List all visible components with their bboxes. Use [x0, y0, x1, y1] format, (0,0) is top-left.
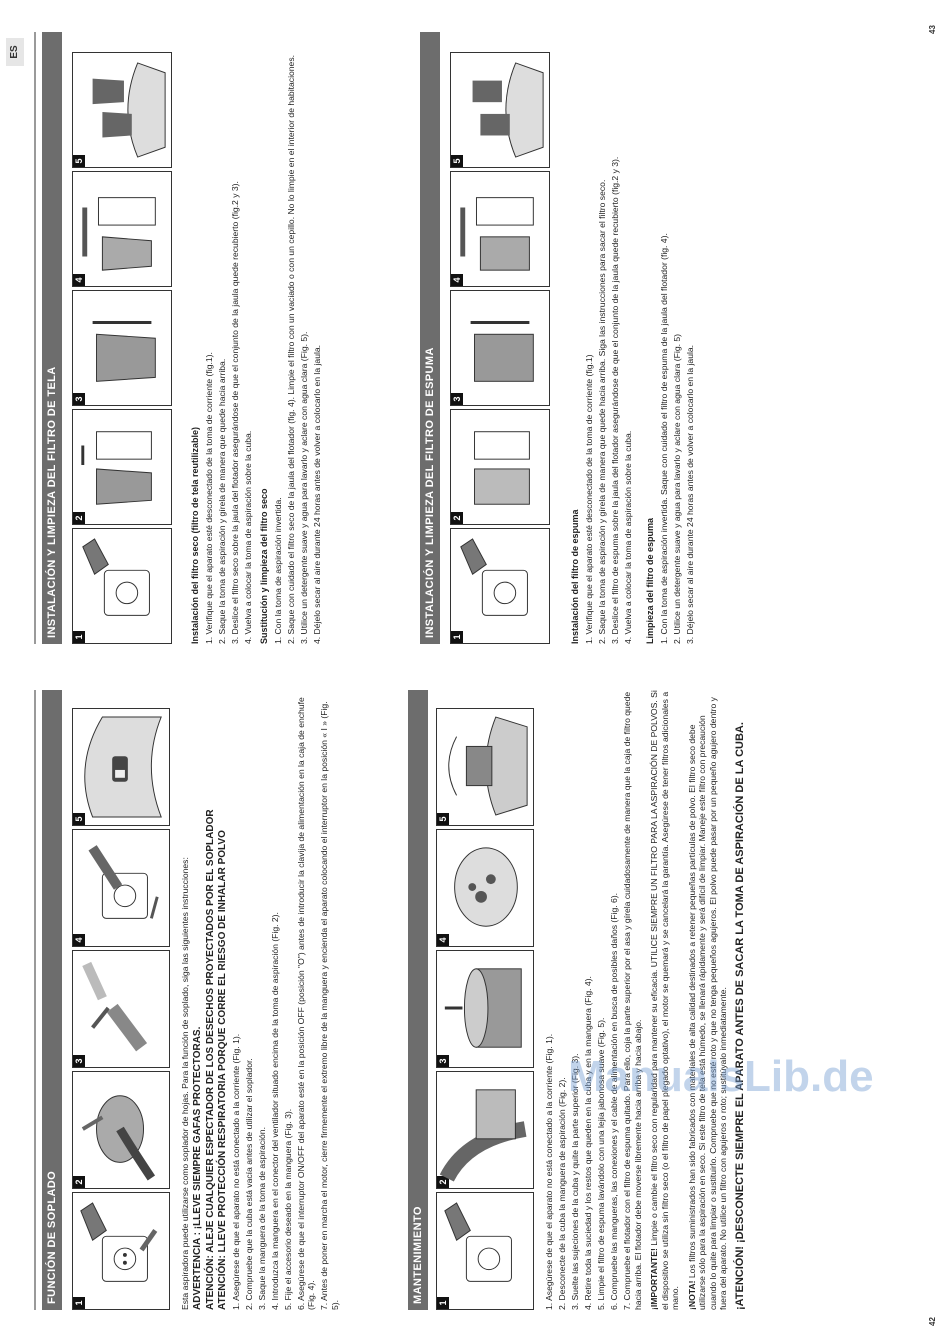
- important-label: ¡IMPORTANTE!: [649, 1248, 659, 1310]
- figure-1: [72, 1192, 170, 1310]
- final-warning: ¡ATENCIÓN! ¡DESCONECTE SIEMPRE EL APARATO ANTES DE SACAR LA TOMA DE ASPIRACIÓN DE LA CUBA.: [733, 722, 746, 1310]
- filtro-espuma-text: [564, 32, 698, 644]
- figure-number: 4: [451, 274, 463, 286]
- figure-number: 2: [73, 1176, 85, 1188]
- figure-row-mantenimiento: [436, 708, 534, 1310]
- plug-socket-illustration: [437, 1193, 533, 1309]
- soplado-step: 4. Introduzca la manguera en el conector del ventilador situado encima de la toma de aspiración (Fig. 2).: [269, 912, 280, 1310]
- section-title-soplado: FUNCIÓN DE SOPLADO: [42, 690, 62, 1310]
- figure-number: 3: [73, 393, 85, 405]
- filtro-tela-install-step: 2. Saque la toma de aspiración y gírela de manera que quede hacia arriba.: [216, 358, 227, 644]
- nota-label: ¡NOTA!: [686, 1280, 697, 1310]
- soplado-step: 5. Fije el accesorio deseado en la manguera (Fig. 3).: [282, 1108, 293, 1310]
- mantenimiento-step: 6. Compruebe las mangueras, las conexiones y el cable de alimentación en busca de posibles daños (Fig. 6).: [609, 892, 619, 1310]
- figure-1: [436, 1192, 534, 1310]
- figure-number: 1: [73, 1297, 85, 1309]
- filtro-tela-clean-step: 3. Utilice un detergente suave y agua para lavarlo y aclare con agua clara (Fig. 5).: [298, 331, 309, 644]
- section-title-mantenimiento: MANTENIMIENTO: [408, 690, 428, 1310]
- soplado-step: 3. Saque la manguera de la toma de aspiración.: [256, 1127, 267, 1310]
- figure-1: [450, 528, 550, 644]
- figure-number: 2: [437, 1176, 449, 1188]
- mantenimiento-step: 3. Suelte las sujeciones de la cuba y quite la parte superior (Fig. 3).: [570, 1053, 580, 1310]
- figure-3: [72, 290, 172, 406]
- figure-4: [72, 171, 172, 287]
- soplado-text: [180, 690, 343, 1310]
- filtro-espuma-clean-step: 2. Utilice un detergente suave y agua para lavarlo y aclare con agua clara (Fig. 5): [671, 333, 682, 644]
- filtro-tela-clean-heading: Sustitución y limpieza del filtro seco: [259, 488, 269, 644]
- figure-number: 5: [73, 155, 85, 167]
- figure-number: 1: [73, 631, 85, 643]
- figure-5: [72, 708, 170, 826]
- mantenimiento-step: 1. Asegúrese de que el aparato no está conectado a la corriente (Fig. 1).: [544, 1033, 554, 1310]
- soplado-warning-2: ATENCIÓN: ALEJE CUALQUIER ESPECTADOR DE LOS DESECHOS PROYECTADOS POR EL SOPLADOR: [204, 809, 216, 1310]
- page-number-right: 43: [928, 25, 937, 34]
- watermark: ManualsLib.de: [568, 1052, 874, 1101]
- cloth-filter-illustration: [73, 410, 171, 524]
- cloth-filter-illustration: [73, 291, 171, 405]
- important-text: Limpie o cambie el filtro seco con regularidad para mantener su eficacia. UTILICE SIEMPRE UN FILTRO PARA LA ASPIRACIÓN DE POLVOS. Si el dispositivo se utiliza sin filtro seco (o el filtro de papel plegado optativo), el motor se quemará y se cancelará la garantía. Asegúrese de tener filtros adicionales a mano.: [649, 690, 680, 1310]
- top-rule: [34, 32, 36, 644]
- figure-row-filtro-espuma: [450, 52, 550, 644]
- hose-connector-illustration: [73, 1072, 169, 1188]
- filtro-tela-clean-step: 2. Saque con cuidado el filtro seco de la jaula del flotador (fig. 4). Limpie el filtro con un vaciado o con un cepillo. No lo limpie en el interior de habitaciones.: [285, 54, 296, 644]
- accessory-illustration: [73, 951, 169, 1067]
- soplado-warning-1: ADVERTENCIA : ¡LLEVE SIEMPRE GAFAS PROTECTORAS.: [192, 1026, 203, 1310]
- tank-lid-illustration: [437, 951, 533, 1067]
- figure-number: 1: [437, 1297, 449, 1309]
- plug-socket-illustration: [451, 529, 549, 643]
- plug-socket-illustration: [73, 1193, 169, 1309]
- soplado-step: 1. Asegúrese de que el aparato no está conectado a la corriente (Fig. 1).: [230, 1033, 241, 1310]
- filtro-espuma-install-step: 2. Saque la toma de aspiración y gírela de manera que quede hacia arriba. Siga las instrucciones para sacar el filtro seco.: [596, 179, 607, 644]
- nota-text: Los filtros suministrados han sido fabricados con materiales de alta calidad destinados a retener pequeñas partículas de polvo. El filtro seco debe utilizarse sólo para la aspiración en seco. Si este filtro de tela está húmedo, se llenará rápidamente y será difícil de limpiar. Maneje este filtro con precaución cuando lo quite para limpiar o sustituirlo. Compruebe que no esté roto y que no tenga pequeños agujeros. El polvo puede pasar por un pequeño agujero dentro y fuera del aparato. No utilice un filtro con agujeros o roto; sustitúyalo inmediatamente.: [686, 697, 728, 1310]
- mantenimiento-text: [544, 690, 748, 1310]
- plug-socket-illustration: [73, 830, 169, 946]
- filtro-espuma-install-step: 4. Vuelva a colocar la toma de aspiración sobre la cuba.: [622, 430, 633, 644]
- cloth-filter-removal-illustration: [73, 172, 171, 286]
- important-note: [649, 690, 681, 1310]
- filtro-espuma-clean-heading: Limpieza del filtro de espuma: [645, 517, 655, 644]
- figure-5: [436, 708, 534, 826]
- soplado-step: 6. Asegúrese de que el interruptor ON/OFF del aparato esté en la posición OFF (posición "O") antes de introducir la clavija de alimentación en la caja de enchufe (Fig. 4).: [295, 697, 316, 1310]
- figure-number: 5: [451, 155, 463, 167]
- soplado-intro: Esta aspiradora puede utilizarse como soplador de hojas. Para la función de soplado, siga las siguientes instrucciones:: [180, 857, 190, 1310]
- figure-4: [72, 829, 170, 947]
- figure-number: 4: [73, 934, 85, 946]
- foam-filter-illustration: [451, 410, 549, 524]
- mantenimiento-step: 7. Compruebe el flotador con el filtro de espuma quitado. Para ello, coja la parte superior por el asa y gírela cuidadosamente de manera que la caja de filtro quede hacia arriba. El flotador debe moverse libremente hacia arriba y hacia abajo.: [622, 691, 643, 1310]
- figure-number: 1: [451, 631, 463, 643]
- figure-2: [72, 1071, 170, 1189]
- figure-3: [450, 290, 550, 406]
- top-rule: [34, 690, 36, 1310]
- power-switch-illustration: [73, 709, 169, 825]
- hose-removal-illustration: [437, 1072, 533, 1188]
- figure-number: 5: [73, 813, 85, 825]
- filtro-tela-install-step: 4. Vuelva a colocar la toma de aspiración sobre la cuba.: [242, 430, 253, 644]
- figure-5: [450, 52, 550, 168]
- filtro-espuma-clean-step: 1. Con la toma de aspiración invertida. Saque con cuidado el filtro de espuma de la jaula del flotador (fig. 4).: [658, 233, 669, 644]
- filtro-espuma-install-step: 1. Verifique que el aparato esté desconectado de la toma de corriente (fig.1): [583, 354, 594, 644]
- filtro-tela-clean-step: 1. Con la toma de aspiración invertida.: [272, 497, 283, 644]
- figure-5: [72, 52, 172, 168]
- washing-illustration: [73, 53, 171, 167]
- language-tab: ES: [6, 38, 24, 66]
- filtro-tela-clean-step: 4. Déjelo secar al aire durante 24 horas antes de volver a colocarlo en la jaula.: [311, 344, 322, 644]
- foam-filter-illustration: [451, 291, 549, 405]
- mantenimiento-step: 4. Retire toda la suciedad y los restos que queden en la cuba y en la manguera (Fig. 4).: [583, 976, 593, 1310]
- figure-2: [72, 409, 172, 525]
- nota-note: [687, 690, 729, 1310]
- figure-number: 3: [451, 393, 463, 405]
- figure-number: 2: [73, 512, 85, 524]
- filtro-tela-install-step: 3. Deslice el filtro seco sobre la jaula del flotador asegurándose de que el conjunto de la jaula quede recubierto (fig.2 y 3).: [229, 181, 240, 644]
- figure-2: [450, 409, 550, 525]
- soplado-step: 7. Antes de poner en marcha el motor, cierre firmemente el extremo libre de la manguera y encienda el aparato colocando el interruptor en la posición « I » (Fig. 5).: [319, 701, 340, 1310]
- debris-illustration: [437, 830, 533, 946]
- figure-3: [72, 950, 170, 1068]
- figure-1: [72, 528, 172, 644]
- section-title-filtro-espuma: INSTALACIÓN Y LIMPIEZA DEL FILTRO DE ESPUMA: [420, 32, 440, 644]
- mantenimiento-step: 2. Desconecte de la cuba la manguera de aspiración (Fig. 2).: [557, 1077, 567, 1310]
- filtro-tela-install-step: 1. Verifique que el aparato esté desconectado de la toma de corriente (fig.1).: [203, 352, 214, 644]
- figure-row-filtro-tela: [72, 52, 172, 644]
- soplado-step: 2. Compruebe que la cuba está vacía antes de utilizar el soplador.: [243, 1058, 254, 1310]
- filtro-tela-install-heading: Instalación del filtro seco (filtro de tela reutilizable): [190, 426, 200, 644]
- figure-number: 2: [451, 512, 463, 524]
- filtro-tela-text: [184, 32, 325, 644]
- figure-number: 4: [73, 274, 85, 286]
- figure-number: 4: [437, 934, 449, 946]
- foam-filter-removal-illustration: [451, 172, 549, 286]
- figure-2: [436, 1071, 534, 1189]
- filtro-espuma-clean-step: 3. Déjelo secar al aire durante 24 horas antes de volver a colocarlo en la jaula.: [684, 344, 695, 644]
- washing-illustration: [451, 53, 549, 167]
- figure-row-soplado: [72, 708, 170, 1310]
- figure-3: [436, 950, 534, 1068]
- filtro-espuma-install-heading: Instalación del filtro de espuma: [570, 509, 580, 644]
- filtro-espuma-install-step: 3. Deslice el filtro de espuma sobre la jaula del flotador asegurándose de que el conjunto de la jaula quede recubierto (fig.2 y 3).: [609, 156, 620, 644]
- figure-4: [450, 171, 550, 287]
- figure-number: 3: [437, 1055, 449, 1067]
- figure-number: 3: [73, 1055, 85, 1067]
- plug-socket-illustration: [73, 529, 171, 643]
- mantenimiento-step: 5. Limpie el filtro de espuma lavándolo con una lejía jabonosa suave (Fig. 5).: [596, 1017, 606, 1310]
- figure-number: 5: [437, 813, 449, 825]
- figure-4: [436, 829, 534, 947]
- section-title-filtro-tela: INSTALACIÓN Y LIMPIEZA DEL FILTRO DE TELA: [42, 32, 62, 644]
- page-number-left: 42: [928, 1317, 937, 1326]
- foam-wash-illustration: [437, 709, 533, 825]
- soplado-warning-3: ATENCIÓN: LLEVE PROTECCIÓN RESPIRATORIA PORQUE CORRE EL RIESGO DE INHALAR POLVO: [217, 830, 228, 1310]
